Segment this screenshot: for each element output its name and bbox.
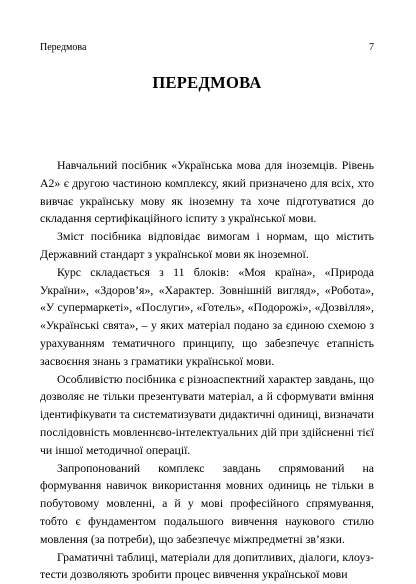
paragraph-course-blocks: Курс складається з 11 блоків: «Моя країна», «Природа України», «Здоров’я», «Характер. Зовнішній вигляд», «Робота», «У супермаркеті», «Послуги», «Готель», «Подорожі», «Дозвілля», «Українські свята», – у яких матеріал подано за єдиною схемою з урахуванням тематичного принципу, що забезпечує етапність засвоєння знань з граматики української мови. bbox=[40, 264, 374, 368]
paragraph-features: Особливістю посібника є різноаспектний характер завдань, що дозволяє не тільки презентувати матеріал, а й сформувати вміння ідентифікувати та систематизувати дидактичні одиниці, визначати послідовність мовленнєво-інтелектуальних дій при здійсненні тієї чи іншої методичної операції. bbox=[40, 371, 374, 457]
running-header-section: Передмова bbox=[40, 42, 87, 53]
page-title: ПЕРЕДМОВА bbox=[152, 73, 262, 92]
page-number: 7 bbox=[369, 42, 374, 53]
body-text bbox=[40, 157, 374, 584]
paragraph-intro: Навчальний посібник «Українська мова для іноземців. Рівень А2» є другою частиною комплексу, який призначено для всіх, хто вивчає українську мову як іноземну та хоче підготуватися до складання сертифікаційного іспиту з української мови. bbox=[40, 158, 374, 226]
paragraph-exercise-complex: Запропонований комплекс завдань спрямований на формування навичок використання мовних одиниць не тільки в побутовому мовленні, а й у мові професійного спрямування, тобто є фундаментом подальшого вивчення наукового стилю мовлення (за потреби), що забезпечує міжпредметні зв’язки. bbox=[40, 460, 374, 546]
paragraph-content-standard: Зміст посібника відповідає вимогам і нормам, що містить Державний стандарт з української мови як іноземної. bbox=[40, 229, 374, 261]
paragraph-grammar-tables: Граматичні таблиці, матеріали для допитливих, діалоги, клоуз-тести дозволяють зробити процес вивчення української мови bbox=[40, 549, 374, 582]
running-header bbox=[40, 41, 374, 55]
